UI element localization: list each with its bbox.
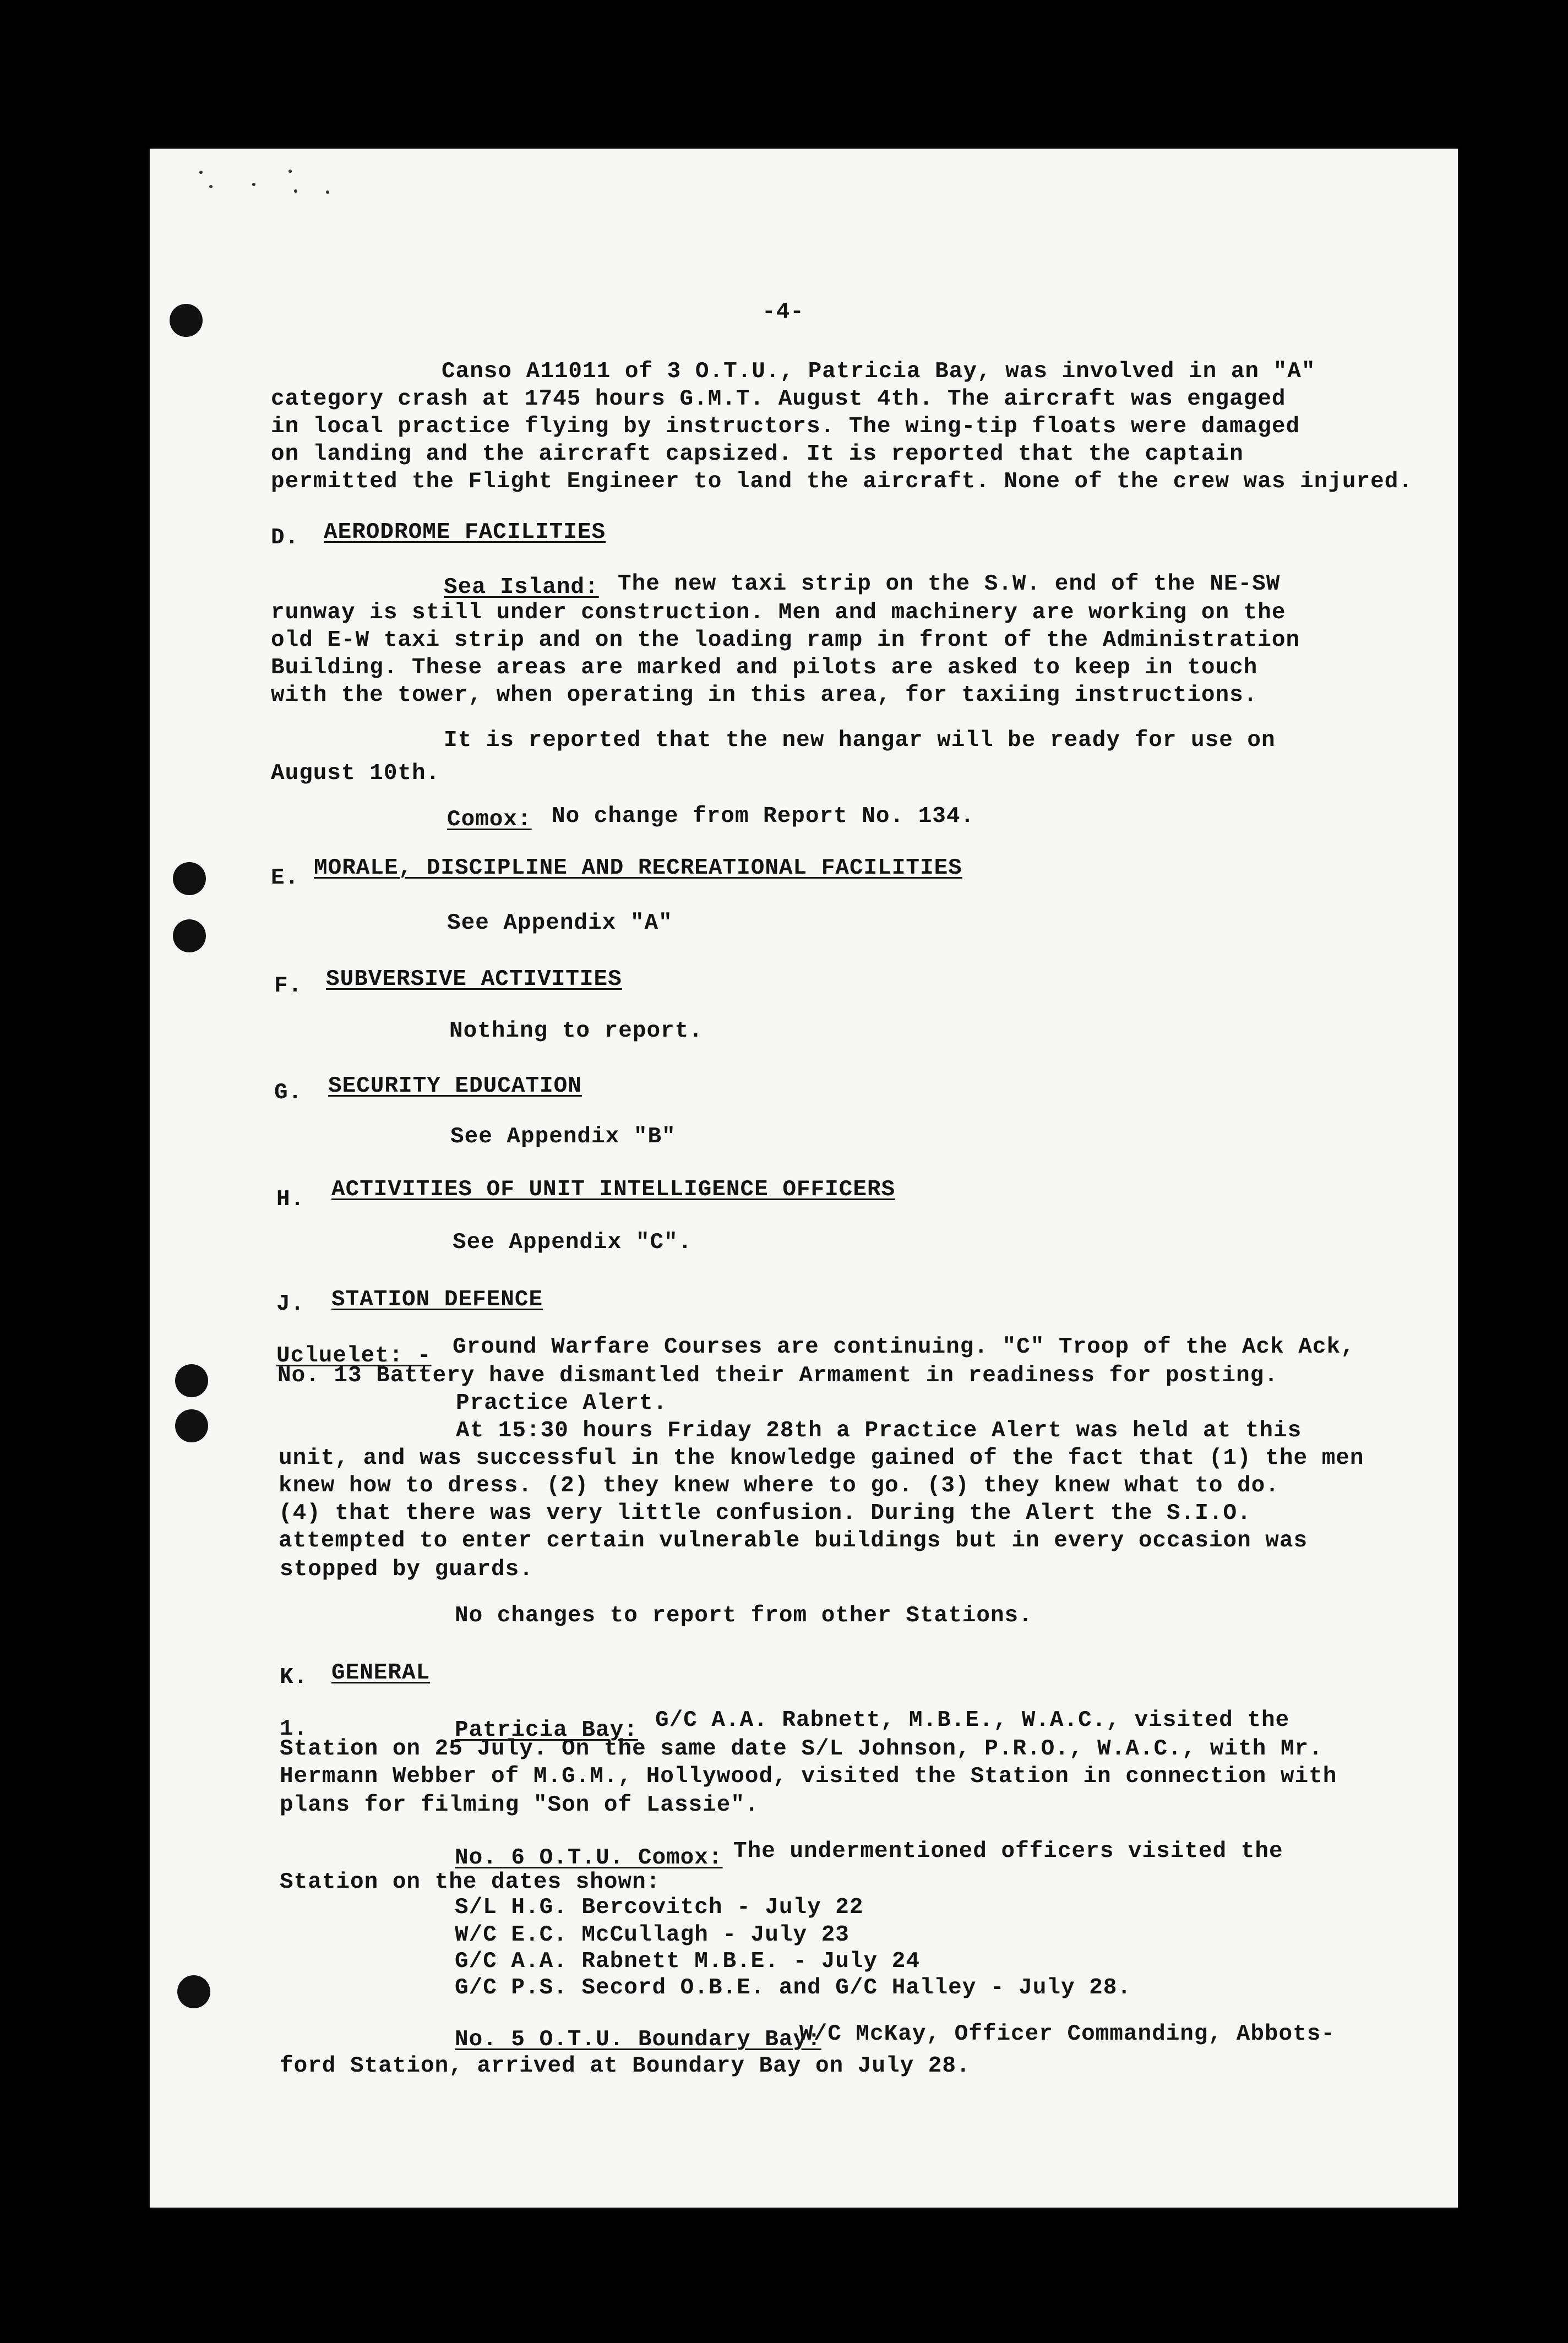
section-heading: SECURITY EDUCATION	[328, 1074, 582, 1099]
officer-line: W/C E.C. McCullagh - July 23	[455, 1922, 850, 1948]
sea-island-line: old E-W taxi strip and on the loading ramp in front of the Administration	[271, 628, 1300, 653]
boundary-line: ford Station, arrived at Boundary Bay on July 28.	[280, 2053, 971, 2079]
alert-line: stopped by guards.	[280, 1557, 533, 1582]
item-number: 1.	[280, 1717, 308, 1742]
section-heading: AERODROME FACILITIES	[324, 520, 606, 545]
practice-alert: Practice Alert.	[456, 1391, 668, 1416]
section-text: See Appendix "A"	[447, 911, 673, 936]
section-heading: MORALE, DISCIPLINE AND RECREATIONAL FACILITIES	[314, 856, 962, 881]
punch-hole	[173, 919, 206, 952]
speck	[288, 170, 292, 173]
other-stations: No changes to report from other Stations.	[455, 1603, 1033, 1628]
boundary-line: W/C McKay, Officer Commanding, Abbots-	[799, 2021, 1335, 2047]
sea-island-line: runway is still under construction. Men and machinery are working on the	[271, 600, 1286, 625]
section-letter: H.	[276, 1187, 305, 1212]
comox-text: No change from Report No. 134.	[552, 804, 975, 829]
speck	[199, 171, 203, 174]
alert-line: At 15:30 hours Friday 28th a Practice Alert was held at this	[456, 1418, 1302, 1443]
comox-otu-line: The undermentioned officers visited the	[733, 1839, 1283, 1864]
ucluelet-line: No. 13 Battery have dismantled their Armament in readiness for posting.	[277, 1363, 1278, 1388]
officer-line: S/L H.G. Bercovitch - July 22	[455, 1895, 864, 1920]
sea-island-line: The new taxi strip on the S.W. end of the NE-SW	[618, 571, 1281, 597]
section-heading: ACTIVITIES OF UNIT INTELLIGENCE OFFICERS	[331, 1177, 896, 1202]
comox-label: Comox:	[447, 807, 532, 832]
section-heading: GENERAL	[331, 1660, 431, 1686]
punch-hole	[177, 1975, 210, 2008]
section-letter: K.	[280, 1665, 308, 1690]
section-letter: D.	[271, 525, 300, 551]
hangar-line: August 10th.	[271, 761, 440, 786]
punch-hole	[175, 1409, 208, 1442]
speck	[252, 183, 255, 186]
patricia-line: Hermann Webber of M.G.M., Hollywood, visited the Station in connection with	[280, 1764, 1337, 1789]
alert-line: attempted to enter certain vulnerable buildings but in every occasion was	[279, 1528, 1308, 1554]
punch-hole	[175, 1364, 208, 1397]
punch-hole	[173, 862, 206, 895]
section-letter: F.	[274, 973, 303, 999]
alert-line: (4) that there was very little confusion. During the Alert the S.I.O.	[279, 1501, 1251, 1526]
sea-island-line: Building. These areas are marked and pilots are asked to keep in touch	[271, 655, 1258, 680]
section-text: See Appendix "C".	[453, 1230, 693, 1255]
punch-hole	[170, 304, 203, 337]
speck	[209, 185, 213, 188]
patricia-line: plans for filming "Son of Lassie".	[280, 1792, 759, 1818]
intro-line: permitted the Flight Engineer to land the aircraft. None of the crew was injured.	[271, 469, 1413, 494]
officer-line: G/C A.A. Rabnett M.B.E. - July 24	[455, 1949, 920, 1974]
section-heading: STATION DEFENCE	[331, 1287, 543, 1312]
officer-line: G/C P.S. Secord O.B.E. and G/C Halley - July 28.	[455, 1975, 1131, 2001]
patricia-line: G/C A.A. Rabnett, M.B.E., W.A.C., visited the	[655, 1708, 1290, 1733]
speck	[326, 190, 329, 194]
intro-line: category crash at 1745 hours G.M.T. August 4th. The aircraft was engaged	[271, 386, 1286, 412]
ucluelet-label: Ucluelet: -	[276, 1343, 432, 1369]
section-letter: G.	[274, 1080, 303, 1105]
comox-otu-label: No. 6 O.T.U. Comox:	[455, 1845, 723, 1871]
intro-line: Canso A11011 of 3 O.T.U., Patricia Bay, was involved in an "A"	[442, 359, 1316, 384]
hangar-line: It is reported that the new hangar will be ready for use on	[444, 728, 1276, 753]
section-text: See Appendix "B"	[450, 1124, 676, 1149]
patricia-bay-label: Patricia Bay:	[455, 1718, 638, 1743]
ucluelet-line: Ground Warfare Courses are continuing. "C" Troop of the Ack Ack,	[453, 1334, 1355, 1360]
sea-island-line: with the tower, when operating in this area, for taxiing instructions.	[271, 683, 1258, 708]
speck	[294, 189, 297, 193]
comox-otu-line: Station on the dates shown:	[280, 1870, 661, 1895]
document-page	[150, 149, 1458, 2208]
intro-line: in local practice flying by instructors. The wing-tip floats were damaged	[271, 414, 1300, 439]
alert-line: unit, and was successful in the knowledge gained of the fact that (1) the men	[279, 1446, 1364, 1471]
boundary-bay-label: No. 5 O.T.U. Boundary Bay:	[455, 2027, 821, 2052]
patricia-line: Station on 25 July. On the same date S/L Johnson, P.R.O., W.A.C., with Mr.	[280, 1736, 1323, 1762]
section-text: Nothing to report.	[449, 1018, 703, 1044]
page-number: -4-	[762, 299, 804, 325]
sea-island-label: Sea Island:	[444, 575, 599, 600]
section-letter: J.	[276, 1292, 305, 1317]
section-heading: SUBVERSIVE ACTIVITIES	[326, 967, 622, 992]
intro-line: on landing and the aircraft capsized. It is reported that the captain	[271, 442, 1244, 467]
alert-line: knew how to dress. (2) they knew where to go. (3) they knew what to do.	[279, 1473, 1280, 1499]
section-letter: E.	[271, 865, 300, 891]
